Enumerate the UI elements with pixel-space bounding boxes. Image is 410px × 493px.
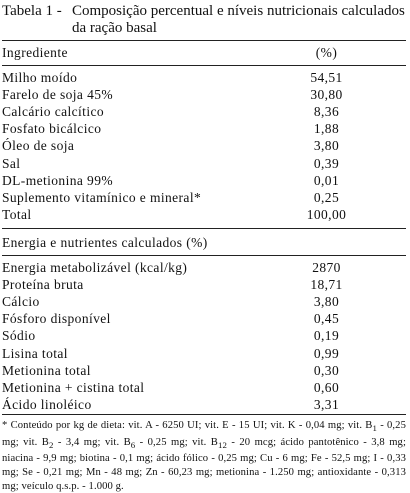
table-row <box>2 276 406 293</box>
footnote-text-1: Conteúdo por kg de dieta: vit. A - 6250 UI; vit. E - 15 UI; vit. K - 0,04 mg; vit. B <box>7 420 373 431</box>
row-value: 8,36 <box>313 104 340 120</box>
section-title: Energia e nutrientes calculados (%) <box>2 235 208 250</box>
footnote-mark: * <box>2 420 8 431</box>
row-label: Total <box>2 206 32 222</box>
row-value: 30,80 <box>310 87 343 103</box>
table-row <box>2 379 406 396</box>
table-row <box>2 293 406 310</box>
row-value: 1,88 <box>313 121 340 137</box>
header-ingredient: Ingrediente <box>2 45 68 60</box>
table-row <box>2 69 406 86</box>
row-value: 0,01 <box>313 172 340 188</box>
footnote-sub-4: 12 <box>217 439 227 450</box>
table-caption <box>2 0 406 38</box>
table-header <box>2 44 406 62</box>
row-label: Ácido linoléico <box>2 396 92 412</box>
caption-label: Tabela 1 - <box>2 3 62 19</box>
row-value: 54,51 <box>310 70 343 85</box>
table-row <box>2 327 406 344</box>
table-row <box>2 206 406 223</box>
table-row <box>2 362 406 379</box>
row-value: 3,80 <box>313 294 340 310</box>
row-label: Fosfato bicálcico <box>2 121 102 137</box>
footnote-sub-2: 2 <box>48 439 54 450</box>
row-label: Metionina + cistina total <box>2 379 145 395</box>
section-rule-top <box>2 228 406 229</box>
row-label: Fósforo disponível <box>2 311 111 327</box>
row-label: Sódio <box>2 328 36 344</box>
table-row <box>2 137 406 154</box>
footnote-sub-1: 1 <box>372 423 377 434</box>
bottom-rule <box>2 414 406 415</box>
footnote-text-4: - 0,25 mg; vit. B <box>135 436 218 448</box>
row-value: 0,45 <box>313 311 340 327</box>
row-label: Calcário calcítico <box>2 104 105 120</box>
row-label: Milho moído <box>2 70 78 85</box>
row-label: Energia metabolizável (kcal/kg) <box>2 260 188 275</box>
table-row <box>2 155 406 172</box>
row-value: 0,25 <box>313 189 340 205</box>
row-value: 100,00 <box>306 206 347 222</box>
row-value: 0,39 <box>313 155 340 171</box>
table-row <box>2 310 406 327</box>
table-row <box>2 86 406 103</box>
row-label: Suplemento vitamínico e mineral* <box>2 189 202 205</box>
section-rule-bottom <box>2 255 406 256</box>
row-value: 3,31 <box>313 396 340 412</box>
row-value: 0,60 <box>313 379 340 395</box>
row-label: Lisina total <box>2 345 68 361</box>
footnote <box>2 419 406 493</box>
caption-text: Composição percentual e níveis nutricionais calculados da ração basal <box>72 3 405 36</box>
row-label: Metionina total <box>2 362 91 378</box>
table-row <box>2 259 406 276</box>
footnote-text-2: - 0,25 mg; vit. B <box>2 420 406 448</box>
table-row <box>2 103 406 120</box>
row-label: Cálcio <box>2 294 40 310</box>
table-row <box>2 172 406 189</box>
row-label: Proteína bruta <box>2 277 84 293</box>
row-label: DL-metionina 99% <box>2 172 113 188</box>
footnote-text-5: - 20 mcg; ácido pantotênico - 3,8 mg; niacina - 9,9 mg; biotina - 0,1 mg; ácido fólico - 0,25 mg; Cu - 6 mg; Fe - 52,5 mg; I - 0,33 mg; Se - 0,21 mg; Mn - 48 mg; Zn - 60,23 mg; metionina - 1.250 mg; antioxidante - 0,313 mg; veículo q.s.p. - 1.000 g. <box>2 436 406 492</box>
table-row <box>2 189 406 206</box>
table-row <box>2 345 406 362</box>
row-value: 0,19 <box>313 328 340 344</box>
header-rule <box>2 65 406 66</box>
row-label: Óleo de soja <box>2 138 75 154</box>
footnote-sub-3: 6 <box>130 439 136 450</box>
row-value: 2870 <box>312 260 341 275</box>
row-label: Farelo de soja 45% <box>2 87 114 103</box>
header-unit: (%) <box>315 45 338 60</box>
row-value: 18,71 <box>310 277 343 293</box>
table-row <box>2 396 406 413</box>
row-label: Sal <box>2 155 21 171</box>
row-value: 0,30 <box>313 362 340 378</box>
table-page <box>2 0 406 492</box>
row-value: 3,80 <box>313 138 340 154</box>
footnote-text-3: - 3,4 mg; vit. B <box>53 436 131 448</box>
row-value: 0,99 <box>313 345 340 361</box>
top-rule <box>2 40 406 41</box>
table-row <box>2 120 406 137</box>
